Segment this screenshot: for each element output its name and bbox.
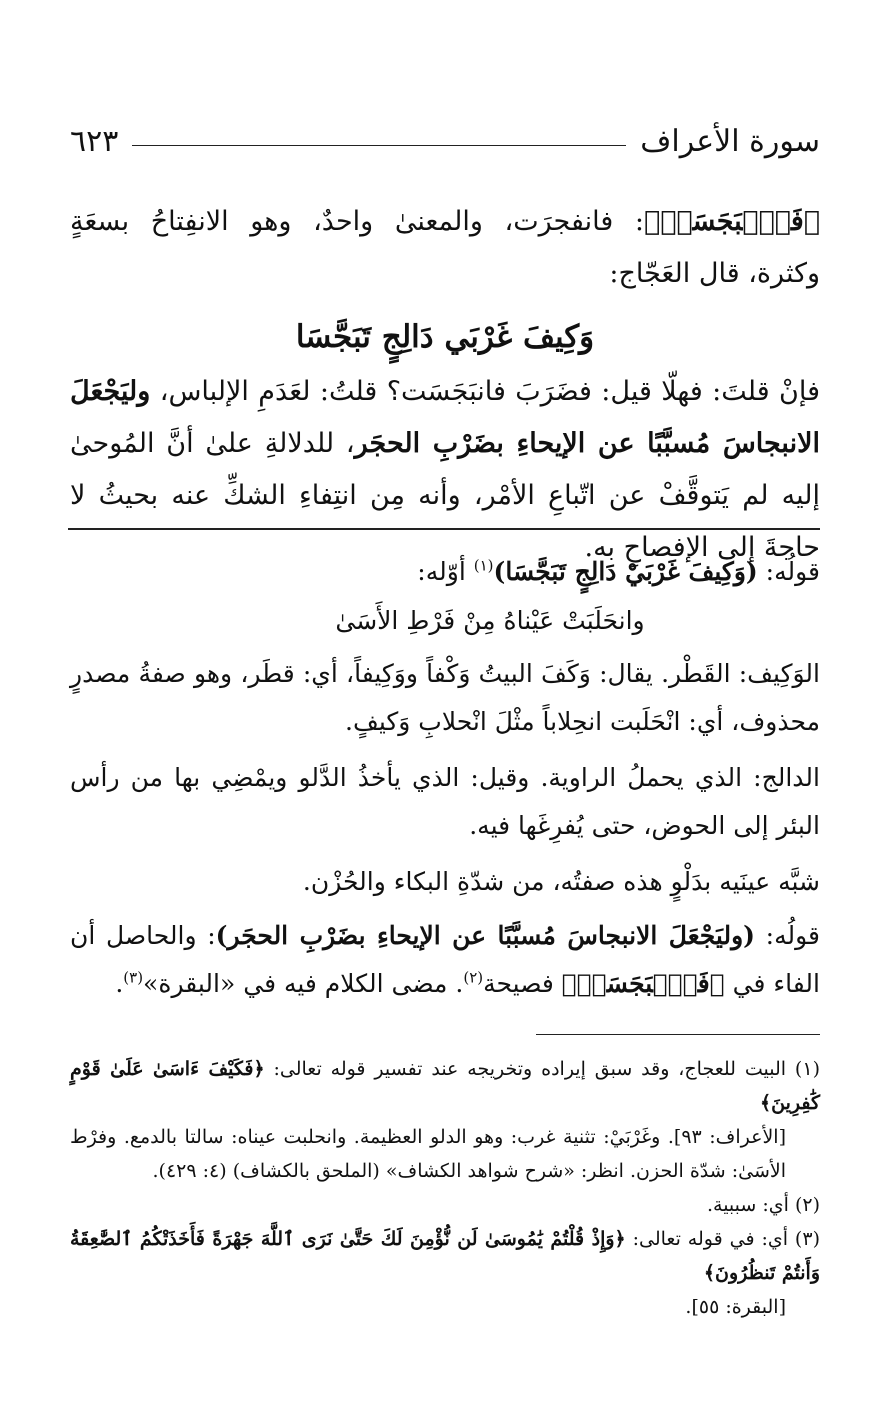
footnote-3-text-a: (٣) أي: في قوله تعالى: [625, 1228, 820, 1250]
section-divider [68, 528, 820, 530]
footnote-divider [536, 1034, 820, 1035]
page-header [70, 118, 820, 164]
commentary-1-quote: (وَكِيفَ غَرْبَيْ دَالِجٍ تَبَجَّسَا) [493, 557, 758, 586]
commentary-4: شبَّه عينَيه بدَلْوٍ هذه صفتُه، من شدّةِ البكاء والحُزْن. [302, 867, 820, 896]
footnote-ref-1[interactable]: (١) [473, 556, 494, 575]
commentary-5 [70, 912, 820, 1008]
main-paragraph-2-text-b: ، للدلالةِ علىٰ أنَّ المُوحىٰ إليه لم يَتوقَّفْ عن اتّباعِ الأمْر، وأنه مِن انتِفاءِ الشكِّ عنه بحيثُ لا حاجةَ إلى الإفصاحِ به. [70, 428, 820, 563]
surah-title: سورة الأعراف [640, 123, 820, 159]
main-paragraph-1-text: : فانفجرَت، والمعنىٰ واحدٌ، وهو الانفِتاحُ بسعَةٍ وكثرة، قال العَجّاج: [70, 206, 820, 289]
footnote-ref-2[interactable]: (٢) [463, 968, 484, 987]
page-number: ٦٢٣ [70, 123, 119, 159]
poetry-verse: وَكِيفَ غَرْبَي دَالِجٍ تَبَجَّسَا [295, 319, 595, 355]
footnotes [70, 1052, 820, 1324]
commentary-5-quote: (وليَجْعَلَ الانبجاسَ مُسبَّبًا عن الإيحاءِ بضَرْبِ الحجَر) [215, 921, 755, 950]
commentary-5-text-c: . مضى الكلام فيه في «البقرة» [143, 969, 464, 998]
main-paragraph-2 [70, 366, 820, 574]
footnote-1-continued: [الأعراف: ٩٣]. وغَرْبَيْ: تثنية غرب: وهو الدلو العظيمة. وانحلبت عيناه: سالتا بالدمع. وفرْط الأسَىٰ: شدّة الحزن. انظر: «شرح شواهد الكشاف» (الملحق بالكشاف) (٤: ٤٢٩). [70, 1126, 787, 1182]
poem-line: وانحَلَبَتْ عَيْناهُ مِنْ فَرْطِ الأَسَىٰ [335, 606, 645, 635]
footnote-2: (٢) أي: سببية. [706, 1194, 820, 1216]
commentary [70, 548, 820, 1008]
main-text [70, 196, 820, 574]
commentary-5-end: . [115, 969, 124, 998]
commentary-5-text-b: فصيحة [483, 969, 562, 998]
main-paragraph-2-bold: وليَجْعَلَ الانبجاسَ مُسبَّبًا عن الإيحاءِ بضَرْبِ الحجَر [70, 376, 820, 459]
footnote-3-continued: [البقرة: ٥٥]. [685, 1296, 786, 1318]
footnote-3-quran: ﴿وَإِذْ قُلْتُمْ يَٰمُوسَىٰ لَن نُّؤْمِنَ لَكَ حَتَّىٰ نَرَى ٱللَّهَ جَهْرَةً فَأَخَذَتْكُمُ ٱلصَّٰعِقَةُ وَأَنتُمْ تَنظُرُونَ﴾ [70, 1228, 820, 1284]
commentary-3: الدالج: الذي يحملُ الراوية. وقيل: الذي يأخذُ الدَّلو ويمْضِي بها من رأس البئر إلى الحوض، حتى يُفرِغَها فيه. [70, 763, 820, 840]
commentary-1 [70, 548, 820, 596]
footnote-1-quran: ﴿فَكَيْفَ ءَاسَىٰ عَلَىٰ قَوْمٍ كَٰفِرِينَ﴾ [70, 1058, 820, 1114]
commentary-1-lead: قولُه: [757, 557, 820, 586]
main-paragraph-1 [70, 196, 820, 300]
footnote-1-text-a: (١) البيت للعجاج، وقد سبق إيراده وتخريجه عند تفسير قوله تعالى: [264, 1058, 820, 1080]
commentary-2: الوَكِيف: القَطْر. يقال: وَكَفَ البيتُ وَكْفاً ووَكِيفاً، أي: قطَر، وهو صفةُ مصدرٍ محذوف، أي: انْحَلَبت انحِلاباً مثْلَ انْحلابِ وَكيفٍ. [70, 659, 820, 736]
header-rule [132, 145, 626, 146]
quran-word: ﴿فَٱنۢبَجَسَتۡ﴾ [644, 206, 820, 237]
main-paragraph-2-text-a: فإنْ قلتَ: فهلّا قيل: فضَرَبَ فانبَجَسَت؟ قلتُ: لعَدَمِ الإلباس، [150, 376, 820, 407]
commentary-5-lead: قولُه: [754, 921, 820, 950]
commentary-1-tail: أوّله: [417, 557, 474, 586]
footnote-1 [70, 1052, 820, 1120]
footnote-ref-3[interactable]: (٣) [123, 968, 144, 987]
footnote-3 [70, 1222, 820, 1290]
commentary-5-text: : والحاصل أن الفاء في [70, 921, 820, 998]
commentary-5-quran: ﴿فَٱنۢبَجَسَتۡ﴾ [561, 969, 725, 998]
